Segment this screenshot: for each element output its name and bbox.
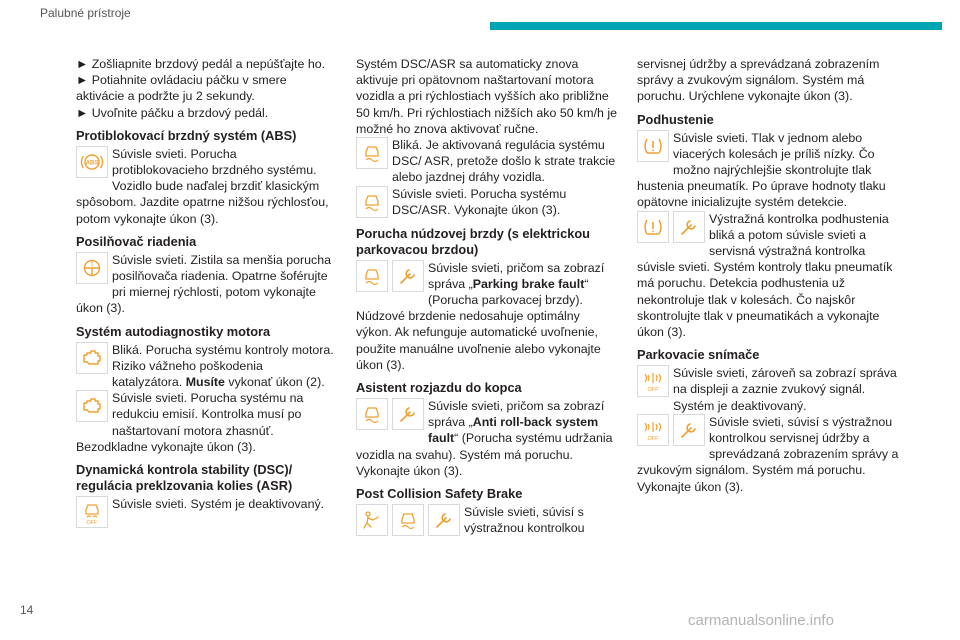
dsc-icon [356, 137, 388, 169]
post-collision-entry [356, 504, 618, 537]
svg-text:!: ! [90, 260, 94, 268]
tyre-pressure-warning-icon [637, 130, 669, 162]
power-steering-text: Súvisle svieti. Zistila sa menšia porucha posilňovača riadenia. Opatrne šoférujte pri miernej rýchlosti, potom vykonajte úkon (3). [76, 252, 331, 316]
parking-sensors-text-1: Súvisle svieti, zároveň sa zobrazí správa na displeji a zaznie zvukový signál. Systém je deaktivovaný. [673, 366, 897, 413]
svg-text:OFF: OFF [86, 520, 98, 526]
parking-sensors-off-icon [637, 414, 669, 446]
hill-assist-text-end: “ (Porucha systému udržania vozidla na svahu). Systém má poruchu. Vykonajte úkon (3). [356, 431, 613, 478]
step-2: ► Potiahnite ovládaciu páčku v smere aktivácie a podržte ju 2 sekundy. [76, 73, 287, 104]
engine-text-1: Bliká. Porucha systému kontroly motora. Riziko vážneho poškodenia katalyzátora. [112, 342, 334, 390]
steering-wheel-warning-icon [76, 252, 108, 284]
step-3: ► Uvoľnite páčku a brzdový pedál. [76, 105, 269, 120]
svg-text:OFF: OFF [647, 387, 659, 394]
wrench-service-icon [392, 398, 424, 430]
step-1: ► Zošliapnite brzdový pedál a nepúšťajte ho. [76, 57, 326, 71]
dsc-icon [392, 504, 424, 536]
underinflation-text-1: Súvisle svieti. Tlak v jednom alebo viacerých kolesách je príliš nízky. Čo možno najrýchlejšie skontrolujte tlak hustenia pneumatík. Po úprave hodnoty tlaku opätovne inicializujte systém detekcie. [637, 130, 886, 210]
engine-text-1-end: vykonať úkon (2). [224, 375, 325, 390]
watermark: carmanualsonline.info [688, 612, 834, 629]
parking-sensors-text-2: Súvisle svieti, súvisí s výstražnou kontrolkou servisnej údržby a sprevádzaná zobrazením správy a zvukovým signálom. Systém má poruchu. Vykonajte úkon (3). [637, 414, 899, 494]
dsc-icon [356, 186, 388, 218]
dsc-continued-text: Systém DSC/ASR sa automaticky znova aktivuje pri opätovnom naštartovaní motora vozidla a pri rýchlostiach vyšších ako približne 50 km/h. Pri rýchlostiach nižších ako 50 km/h je možné ho znova aktivovať ručne. [356, 57, 617, 136]
parking-sensors-off-icon [637, 365, 669, 397]
parking-brake-text-start: Súvisle svieti, pričom sa zobrazí správa „ [428, 260, 605, 291]
wrench-service-icon [673, 414, 705, 446]
abs-warning-icon [76, 146, 108, 178]
dsc-off-icon [76, 496, 108, 528]
parking-brake-heading: Porucha núdzovej brzdy (s elektrickou parkovacou brzdou) [356, 225, 590, 257]
column-3 [637, 56, 905, 495]
parking-sensors-entry-2 [637, 414, 905, 495]
hill-assist-entry [356, 398, 618, 479]
dsc-flash-entry [356, 137, 618, 186]
parking-brake-entry [356, 260, 618, 373]
engine-entry-2 [76, 390, 334, 455]
underinflation-entry-2 [637, 211, 905, 341]
parking-sensors-entry-1 [637, 365, 905, 414]
hill-assist-text-start: Súvisle svieti, pričom sa zobrazí správa „ [428, 399, 605, 430]
abs-heading: Protiblokovací brzdný systém (ABS) [76, 127, 297, 143]
dsc-icon [356, 260, 388, 292]
dsc-flash-text: Bliká. Je aktivovaná regulácia systému DSC/ ASR, pretože došlo k strate trakcie alebo jazdnej dráhy vozidla. [392, 138, 616, 185]
engine-must-label: Musíte [185, 375, 225, 390]
wrench-service-icon [428, 504, 460, 536]
post-collision-heading: Post Collision Safety Brake [356, 486, 523, 502]
column-1 [76, 56, 334, 529]
svg-text:ABS: ABS [85, 160, 99, 167]
underinflation-heading: Podhustenie [637, 111, 714, 127]
svg-text:OFF: OFF [647, 435, 659, 442]
abs-entry [76, 146, 334, 227]
wrench-service-icon [673, 211, 705, 243]
parking-brake-text-end: “ (Porucha parkovacej brzdy). Núdzové brzdenie nedosahuje optimálny výkon. Ak nefunguje automatické uvoľnenie, použite manuálne uvoľnenie alebo vykonajte úkon (3). [356, 276, 601, 372]
column-2 [356, 56, 618, 537]
underinflation-text-2: Výstražná kontrolka podhustenia bliká a potom súvisle svieti a servisná výstražná kontrolka súvisle svieti. Systém kontroly tlaku pneumatík má poruchu. Detekcia podhustenia už nekontroluje tlak v kolesách. Čo najskôr skontrolujte tlak v pneumatikách a vykonajte úkon (3). [637, 211, 893, 340]
post-collision-continued-text: servisnej údržby a sprevádzaná zobrazením správy a zvukovým signálom. Systém má poruchu. Urýchlene vykonajte úkon (3). [637, 57, 880, 104]
parking-sensors-heading: Parkovacie snímače [637, 347, 760, 363]
parking-brake-message: Parking brake fault [472, 276, 585, 291]
wrench-service-icon [392, 260, 424, 292]
dsc-text: Súvisle svieti. Systém je deaktivovaný. [112, 497, 325, 512]
collision-brake-icon [356, 504, 388, 536]
dsc-fault-entry [356, 186, 618, 219]
dsc-entry [76, 496, 334, 529]
engine-warning-icon [76, 390, 108, 422]
post-collision-text: Súvisle svieti, súvisí s výstražnou kontrolkou [464, 505, 585, 536]
dsc-icon [356, 398, 388, 430]
engine-text-2: Súvisle svieti. Porucha systému na redukciu emisií. Kontrolka musí po naštartovaní motora zhasnúť. Bezodkladne vykonajte úkon (3). [76, 391, 304, 454]
hill-assist-heading: Asistent rozjazdu do kopca [356, 380, 522, 396]
underinflation-entry-1 [637, 130, 905, 211]
engine-heading: Systém autodiagnostiky motora [76, 323, 271, 339]
hill-assist-message: Anti roll-back system fault [428, 415, 599, 446]
power-steering-heading: Posilňovač riadenia [76, 233, 197, 249]
engine-warning-icon [76, 342, 108, 374]
abs-text: Súvisle svieti. Porucha protiblokovacieho brzdného systému. Vozidlo bude naďalej brzdiť klasickým spôsobom. Jazdite opatrne nižšou rýchlosťou, potom vykonajte úkon (3). [76, 146, 329, 226]
header-accent-bar [490, 22, 942, 30]
power-steering-entry [76, 252, 334, 317]
section-title: Palubné prístroje [40, 6, 131, 20]
engine-entry-1 [76, 342, 334, 391]
dsc-fault-text: Súvisle svieti. Porucha systému DSC/ASR. Vykonajte úkon (3). [392, 186, 567, 217]
page-number: 14 [20, 603, 34, 617]
dsc-heading: Dynamická kontrola stability (DSC)/ regulácia preklzovania kolies (ASR) [76, 462, 293, 494]
tyre-pressure-warning-icon [637, 211, 669, 243]
